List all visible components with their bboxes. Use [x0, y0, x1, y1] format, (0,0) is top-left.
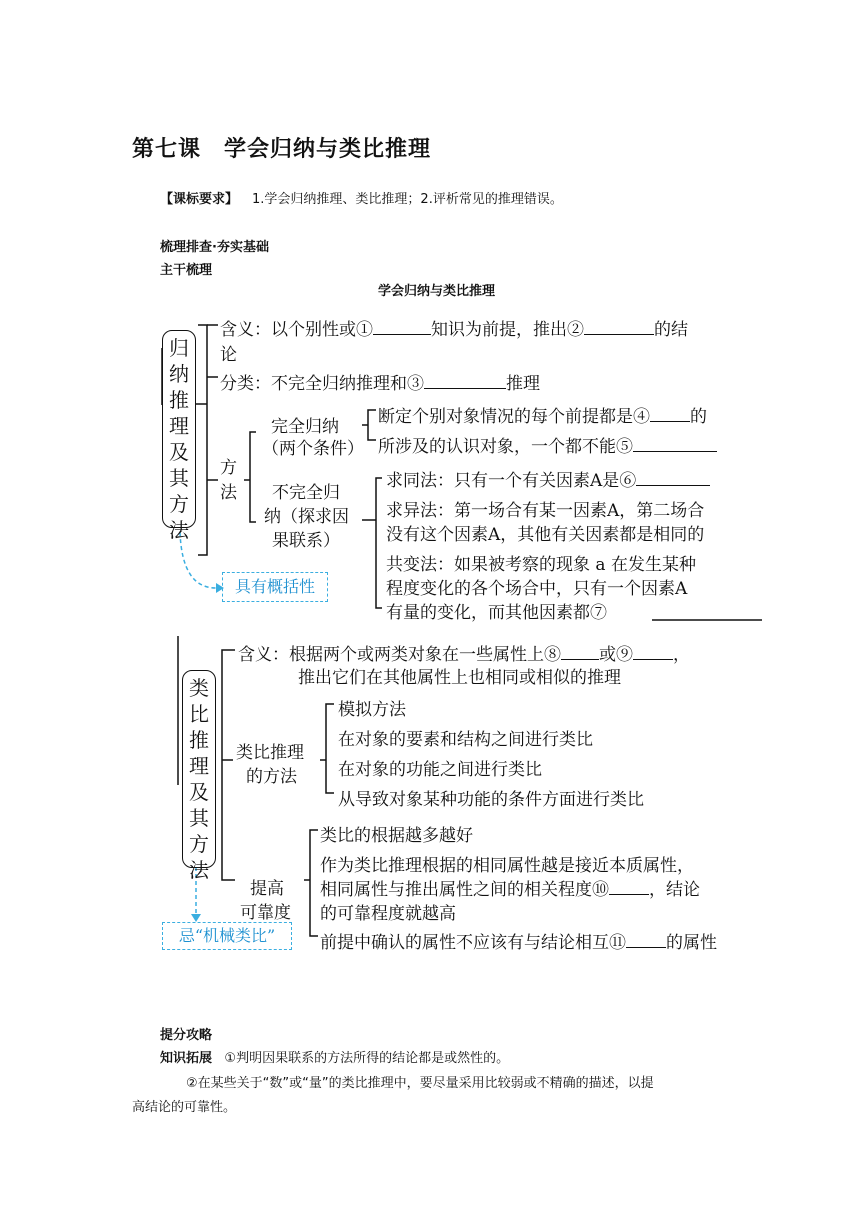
page-title: 第七课 学会归纳与类比推理: [132, 137, 432, 162]
rel-r3: [320, 928, 717, 953]
induction-classify: [220, 369, 540, 394]
tips-line-3: 高结论的可靠性。: [132, 1100, 237, 1115]
reliability-1: 提高: [250, 879, 284, 899]
rel-r2b: [320, 875, 700, 900]
induction-meaning: [220, 315, 688, 340]
chart-title: 学会归纳与类比推理: [378, 284, 496, 299]
c2-text: 所涉及的认识对象，一个都不能⑤: [378, 437, 633, 457]
rel-r2d: 的可靠程度就越高: [320, 904, 456, 924]
rel-r1: 类比的根据越多越好: [320, 826, 473, 846]
analogy-m3: 在对象的功能之间进行类比: [338, 760, 542, 780]
analogy-meaning-2: 推出它们在其他属性上也相同或相似的推理: [298, 668, 621, 688]
blank-10: [609, 877, 649, 895]
section-heading-review: 梳理排查·夯实基础: [160, 240, 269, 255]
r3a-text: 前提中确认的属性不应该有与结论相互⑪: [320, 933, 626, 953]
am-text-c: ，: [673, 645, 690, 665]
complete-condition-2: [378, 432, 717, 457]
blank-3: [424, 371, 506, 389]
analogy-m1: 模拟方法: [338, 700, 406, 720]
tips-t1: ①判明因果联系的方法所得的结论都是或然性的。: [224, 1051, 510, 1066]
classify-text-b: 推理: [506, 374, 540, 394]
induction-meaning-cont: 论: [220, 345, 237, 365]
complete-condition-1: [378, 402, 707, 427]
am-text-a: 含义：根据两个或两类对象在一些属性上⑧: [238, 645, 561, 665]
requirement-label: 【课标要求】: [160, 192, 239, 207]
section-heading-outline: 主干梳理: [160, 263, 213, 278]
method-diff-2: 没有这个因素A，其他有关因素都是相同的: [386, 525, 705, 545]
note-mechanical-analogy: 忌“机械类比”: [162, 922, 292, 950]
tips-heading: 提分攻略: [160, 1028, 213, 1043]
analogy-method-2: 的方法: [246, 767, 297, 787]
method-var-3: 有量的变化，而其他因素都⑦: [386, 603, 607, 623]
method-diff-1: 求异法：第一场合有某一因素A，第二场合: [386, 501, 705, 521]
meaning-text-a: 含义：以个别性或①: [220, 320, 373, 340]
blank-8: [561, 642, 599, 660]
incomplete-induction-1: 不完全归: [272, 483, 340, 503]
blank-4: [650, 404, 690, 422]
blank-2: [584, 317, 654, 335]
tips-line-1: [160, 1047, 509, 1066]
method-same: [386, 466, 710, 491]
blank-6: [636, 468, 710, 486]
incomplete-induction-3: 果联系）: [272, 531, 340, 551]
tips-label: 知识拓展: [160, 1051, 213, 1066]
c1-end: 的: [690, 407, 707, 427]
meaning-text-c: 的结: [654, 320, 688, 340]
r3b-text: 的属性: [666, 933, 717, 953]
analogy-m2: 在对象的要素和结构之间进行类比: [338, 730, 593, 750]
note-generality: 具有概括性: [222, 572, 328, 602]
complete-induction-2: （两个条件）: [262, 439, 364, 459]
requirement-text: 1.学会归纳推理、类比推理；2.评析常见的推理错误。: [252, 192, 563, 207]
blank-9: [633, 642, 673, 660]
r2c-text: ，结论: [649, 880, 700, 900]
method-label: 方法: [220, 458, 237, 503]
blank-1: [373, 317, 431, 335]
analogy-box: 类比推理及其方法: [182, 670, 216, 868]
tips-line-2: ②在某些关于“数”或“量”的类比推理中，要尽量采用比较弱或不精确的描述，以提: [186, 1076, 654, 1091]
am-text-b: 或⑨: [599, 645, 633, 665]
rel-r2a: 作为类比推理根据的相同属性越是接近本质属性，: [320, 856, 694, 876]
blank-11: [626, 930, 666, 948]
incomplete-induction-2: 纳（探求因: [264, 507, 349, 527]
blank-5: [633, 434, 717, 452]
meaning-text-b: 知识为前提，推出②: [431, 320, 584, 340]
same-text: 求同法：只有一个有关因素A是⑥: [386, 471, 637, 491]
induction-box: 归纳推理及其方法: [162, 330, 196, 528]
reliability-2: 可靠度: [240, 903, 291, 923]
r2b-text: 相同属性与推出属性之间的相关程度⑩: [320, 880, 609, 900]
analogy-meaning-1: [238, 640, 690, 665]
classify-text-a: 分类：不完全归纳推理和③: [220, 374, 424, 394]
analogy-m4: 从导致对象某种功能的条件方面进行类比: [338, 790, 644, 810]
c1-text: 断定个别对象情况的每个前提都是④: [378, 407, 650, 427]
complete-induction-1: 完全归纳: [271, 417, 339, 437]
method-var-1: 共变法：如果被考察的现象 a 在发生某种: [386, 555, 696, 575]
method-var-2: 程度变化的各个场合中，只有一个因素A: [386, 579, 688, 599]
analogy-method-1: 类比推理: [236, 743, 304, 763]
